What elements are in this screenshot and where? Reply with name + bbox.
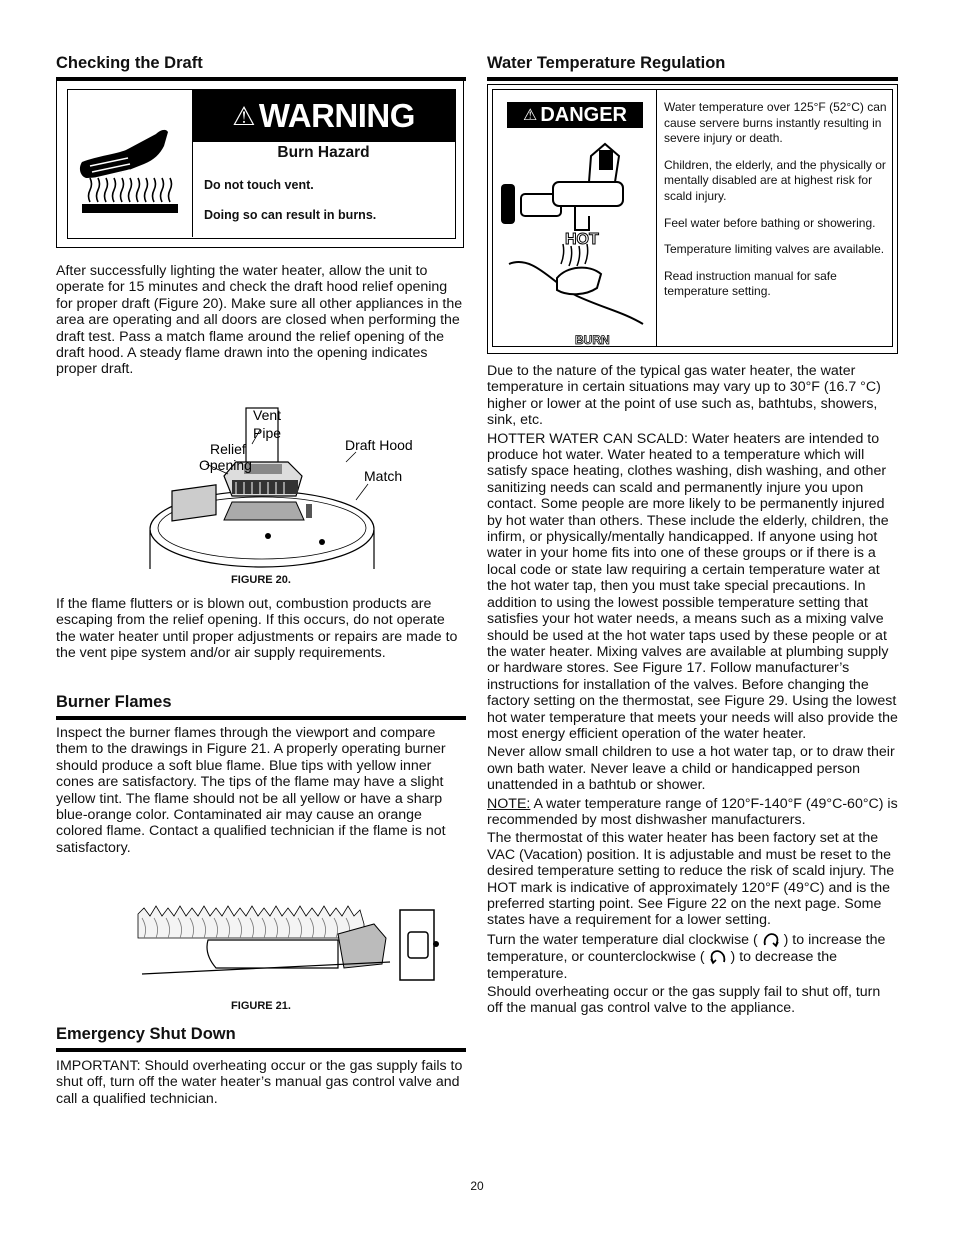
clockwise-arrow-icon <box>762 931 780 947</box>
dial-text-c: ) to decrease the temperature. <box>487 949 838 982</box>
page-number: 20 <box>470 1179 484 1193</box>
danger-text <box>664 100 888 311</box>
danger-inner <box>492 89 893 347</box>
warning-box <box>56 80 464 248</box>
warning-line-1: Do not touch vent. <box>204 178 314 192</box>
warning-line-2: Doing so can result in burns. <box>204 208 377 222</box>
children-paragraph: Never allow small children to use a hot water tap, or to draw their own bath water. Never leave a child or handicapped person unattended in a bathtub or shower. <box>487 744 895 794</box>
danger-banner-label: DANGER <box>540 103 627 126</box>
warning-triangle-icon: ⚠ <box>232 100 255 131</box>
water-temperature-heading: Water Temperature Regulation <box>487 53 898 81</box>
figure-21-caption: FIGURE 21. <box>231 1000 291 1012</box>
counterclockwise-arrow-icon <box>709 948 727 964</box>
hotter-water-paragraph: HOTTER WATER CAN SCALD: Water heaters are intended to produce hot water. Water heated to a temperature which will satisfy space heating, clothes washing, dish washing, and other sanitizing needs can scald and permanently injure you upon contact. Some people are more likely to be permanently injured by hot water than others. These include the elderly, children, the infirm, or physically/mentally handicapped. If anyone using hot water in your home fits into one of these groups or if there is a local code or state law requiring a certain temperature water at the hot water tap, then you must take special precautions. In addition to using the lowest possible temperature setting that satisfies your hot water needs, a means such as a mixing valve should be used at the hot water taps used by these people or at the water heater. Mixing valves are available at plumbing supply or hardware stores. See Figure 17. Follow manufacturer’s instructions for installation of the valves. Before changing the factory setting on the thermostat, see Figure 29. Using the lowest hot water temperature that meets your needs will also provide the most energy efficient operation of the water heater. <box>487 430 898 742</box>
label-match: Match <box>364 468 403 484</box>
warning-title: Burn Hazard <box>277 144 370 161</box>
right-body <box>487 363 898 1019</box>
warning-banner <box>192 90 455 142</box>
burner-flames-heading: Burner Flames <box>56 692 466 720</box>
emergency-paragraph: IMPORTANT: Should overheating occur or the gas supply fails to shut off, turn off the water heater’s manual gas control valve and call a qualified technician. <box>56 1058 463 1107</box>
hot-label: HOT <box>565 231 599 248</box>
danger-line-1: Water temperature over 125°F (52°C) can cause servere burns instantly resulting in severe injury or death. <box>664 100 887 146</box>
note-label: NOTE: <box>487 795 531 812</box>
danger-banner <box>507 102 643 128</box>
hand-over-heat-icon <box>68 90 190 236</box>
label-relief: Relief <box>210 441 246 457</box>
danger-box <box>487 84 898 354</box>
danger-line-3: Feel water before bathing or showering. <box>664 215 876 230</box>
figure-21-illustration <box>138 904 438 984</box>
label-draft-hood: Draft Hood <box>345 437 413 453</box>
dial-text-a: Turn the water temperature dial clockwise ( <box>487 931 758 948</box>
temp-variation-paragraph: Due to the nature of the typical gas water heater, the water temperature in certain situations may vary up to 30°F (16.7 °C) higher or lower at the point of use such as, bathtubs, showers, sink, etc. <box>487 363 881 429</box>
flutter-paragraph: If the flame flutters or is blown out, combustion products are escaping from the relief opening. If this occurs, do not operate the water heater until proper adjustments or repairs are made to the vent pipe system and/or air supply requirements. <box>56 596 458 662</box>
figure-20-illustration <box>136 404 413 569</box>
thermostat-paragraph: The thermostat of this water heater has been factory set at the VAC (Vacation) position. It is adjustable and must be reset to the desired temperature setting to reduce the risk of scald injury. The HOT mark is indicative of approximately 120°F (49°C) and is the preferred starting point. See Figure 22 on the next page. Some states have a requirement for a lower setting. <box>487 830 895 929</box>
checking-draft-heading: Checking the Draft <box>56 53 466 81</box>
label-pipe: Pipe <box>253 425 282 441</box>
label-opening: Opening <box>199 457 252 473</box>
checking-draft-paragraph: After successfully lighting the water heater, allow the unit to operate for 15 minutes and check the draft hood relief opening for proper draft (Figure 20). Make sure all other appliances in the area are operating and all doors are closed when performing the draft test. Pass a match flame around the relief opening of the draft hood. A steady flame drawn into the opening indicates proper draft. <box>56 263 463 378</box>
overheating-paragraph: Should overheating occur or the gas supply fail to shut off, turn off the manual gas control valve to the appliance. <box>487 984 881 1017</box>
danger-line-2: Children, the elderly, and the physically or mentally disabled are at highest risk for scald injury. <box>664 157 886 203</box>
dial-paragraph <box>487 931 898 982</box>
label-vent: Vent <box>253 407 282 423</box>
dial-text-b: ) to increase the temperature, or counterclockwise ( <box>487 931 886 966</box>
emergency-shutdown-heading: Emergency Shut Down <box>56 1024 466 1052</box>
figure-20-caption: FIGURE 20. <box>231 574 291 586</box>
warning-banner-label: WARNING <box>258 97 415 134</box>
burner-flames-paragraph: Inspect the burner flames through the viewport and compare them to the drawings in Figure 21. A properly operating burner should produce a soft blue flame. Blue tips with yellow inner cones are satisfactory. The tips of the flame may have a slight yellow tint. The flame should not be all yellow or have a sharp blue-orange color. Contaminated air may cause an orange colored flame. Contact a qualified technician if the flame is not satisfactory. <box>56 725 446 856</box>
warning-inner <box>67 89 456 239</box>
note-paragraph <box>487 796 898 829</box>
hot-faucet-icon <box>493 134 655 347</box>
danger-line-4: Temperature limiting valves are available. <box>664 242 885 257</box>
danger-triangle-icon: ⚠ <box>522 107 538 124</box>
burn-hazard-icon <box>68 90 193 237</box>
burn-label: BURN <box>575 333 610 347</box>
danger-illustration-cell <box>493 90 657 346</box>
note-text: A water temperature range of 120°F-140°F (49°C-60°C) is recommended by most dishwasher manufacturers. <box>487 795 898 828</box>
danger-line-5: Read instruction manual for safe temperature setting. <box>664 268 837 299</box>
